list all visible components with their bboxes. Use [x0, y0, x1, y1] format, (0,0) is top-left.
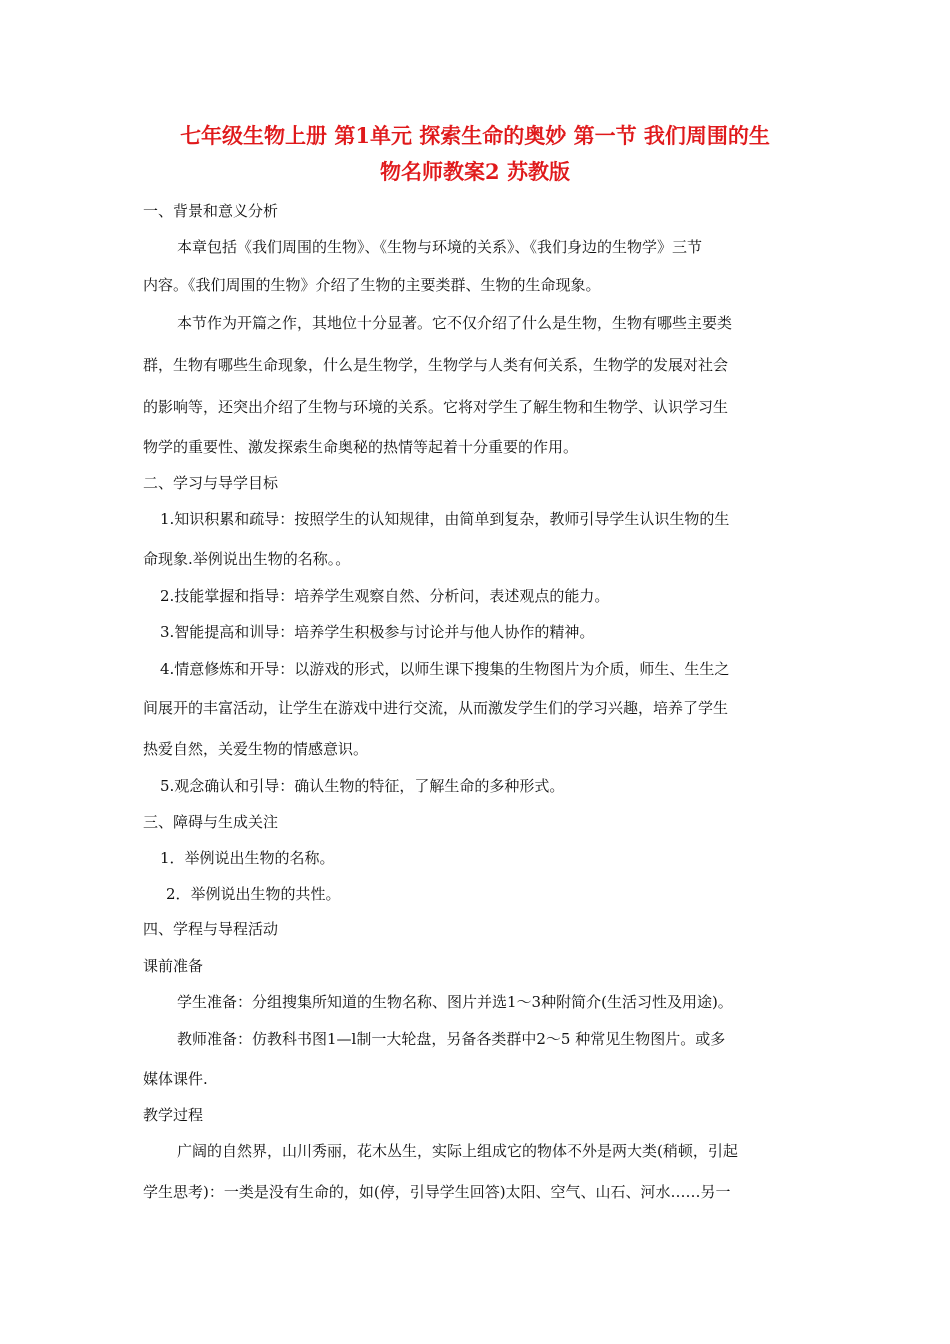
- list-item: 1.知识积累和疏导：按照学生的认知规律，由简单到复杂，教师引导学生认识生物的生: [160, 510, 730, 528]
- section-heading: 二、学习与导学目标: [143, 474, 279, 492]
- paragraph-line: 学生准备：分组搜集所知道的生物名称、图片并选1～3种附简介(生活习性及用途)。: [177, 993, 733, 1011]
- paragraph-line: 热爱自然，关爱生物的情感意识。: [143, 740, 369, 758]
- paragraph-line: 本章包括《我们周围的生物》、《生物与环境的关系》、《我们身边的生物学》三节: [177, 238, 703, 256]
- paragraph-line: 学生思考)：一类是没有生命的，如(停，引导学生回答)太阳、空气、山石、河水……另一: [143, 1183, 731, 1201]
- title-line-2: 物名师教案2 苏教版: [380, 159, 570, 184]
- paragraph-line: 群，生物有哪些生命现象，什么是生物学，生物学与人类有何关系，生物学的发展对社会: [143, 356, 729, 374]
- subheading: 课前准备: [143, 957, 204, 975]
- section-heading: 一、背景和意义分析: [143, 202, 279, 220]
- paragraph-line: 媒体课件.: [143, 1070, 208, 1088]
- subheading: 教学过程: [143, 1106, 204, 1124]
- list-item: 2.技能掌握和指导：培养学生观察自然、分析问，表述观点的能力。: [160, 587, 610, 605]
- paragraph-line: 命现象.举例说出生物的名称。。: [143, 550, 351, 568]
- list-item: 4.情意修炼和开导：以游戏的形式，以师生课下搜集的生物图片为介质，师生、生生之: [160, 660, 730, 678]
- section-heading: 三、障碍与生成关注: [143, 813, 279, 831]
- list-item: 5.观念确认和引导：确认生物的特征，了解生命的多种形式。: [160, 777, 565, 795]
- paragraph-line: 广阔的自然界，山川秀丽，花木丛生，实际上组成它的物体不外是两大类(稍顿，引起: [177, 1142, 738, 1160]
- list-item: 3.智能提高和训导：培养学生积极参与讨论并与他人协作的精神。: [160, 623, 595, 641]
- paragraph-line: 的影响等，还突出介绍了生物与环境的关系。它将对学生了解生物和生物学、认识学习生: [143, 398, 729, 416]
- paragraph-line: 教师准备：仿教科书图1—l制一大轮盘，另备各类群中2～5 种常见生物图片。或多: [177, 1030, 726, 1048]
- paragraph-line: 内容。《我们周围的生物》介绍了生物的主要类群、生物的生命现象。: [143, 276, 601, 294]
- section-heading: 四、学程与导程活动: [143, 920, 279, 938]
- list-item: 1．举例说出生物的名称。: [160, 849, 335, 867]
- paragraph-line: 本节作为开篇之作，其地位十分显著。它不仅介绍了什么是生物，生物有哪些主要类: [177, 314, 733, 332]
- paragraph-line: 物学的重要性、激发探索生命奥秘的热情等起着十分重要的作用。: [143, 438, 579, 456]
- paragraph-line: 间展开的丰富活动，让学生在游戏中进行交流，从而激发学生们的学习兴趣，培养了学生: [143, 699, 729, 717]
- list-item: 2．举例说出生物的共性。: [166, 885, 341, 903]
- title-line-1: 七年级生物上册 第1单元 探索生命的奥妙 第一节 我们周围的生: [180, 123, 770, 148]
- document-title: [140, 118, 810, 190]
